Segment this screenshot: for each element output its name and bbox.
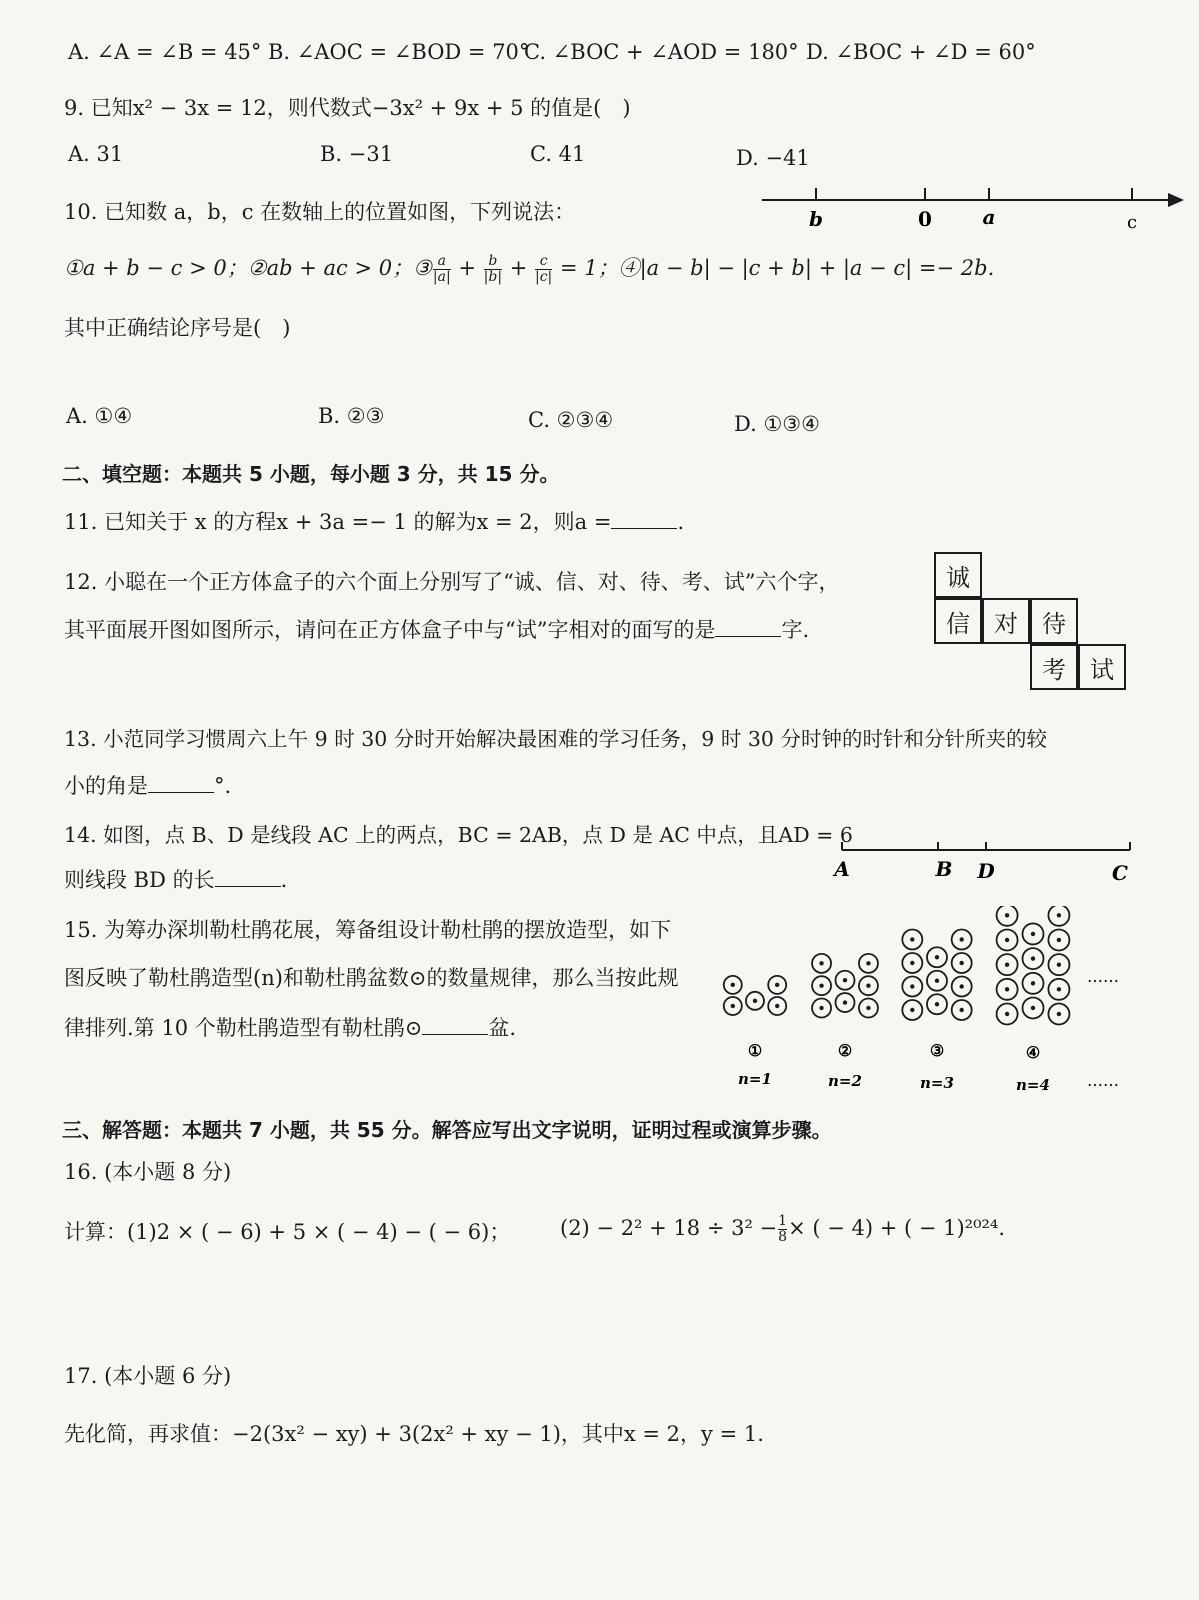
q10-number-line (760, 178, 1190, 238)
q9-option-b: B. −31 (320, 142, 394, 166)
q12-line1: 12. 小聪在一个正方体盒子的六个面上分别写了“诚、信、对、待、考、试”六个字， (64, 570, 840, 594)
figure-2-n: n=2 (828, 1072, 862, 1090)
q10-fraction-c (535, 254, 552, 285)
q13-line1: 13. 小范同学习惯周六上午 9 时 30 分时开始解决最困难的学习任务，9 时 30 分时钟的时针和分针所夹的较 (64, 727, 1047, 751)
answer-blank[interactable] (422, 1016, 488, 1035)
flower-pot-dot (775, 1004, 779, 1008)
q16-part1: 计算：(1)2 × ( − 6) + 5 × ( − 4) − ( − 6)； (64, 1220, 511, 1244)
q13-line2-before: 小的角是 (64, 774, 148, 798)
flower-pot-dot (935, 979, 939, 983)
q13-line2 (64, 770, 231, 800)
answer-blank[interactable] (215, 868, 281, 887)
q11-text-after: . (677, 510, 685, 534)
figure-4-n: n=4 (1016, 1076, 1050, 1094)
flower-pot-dot (935, 955, 939, 959)
q17-header: 17. (本小题 6 分) (64, 1364, 232, 1388)
q10-statements (64, 252, 994, 285)
q14-segment-diagram (830, 836, 1140, 890)
flower-pot-dot (1031, 932, 1035, 936)
q10-option-b: B. ②③ (318, 404, 385, 428)
flower-pot-dot (731, 1004, 735, 1008)
figure-2-number: ② (837, 1041, 853, 1060)
net-face-6: 试 (1078, 644, 1126, 690)
axis-label-c: c (1126, 212, 1138, 233)
net-face-3: 对 (982, 598, 1030, 644)
q12-line2-after: 字. (781, 618, 810, 642)
figure-4-number: ④ (1025, 1043, 1041, 1062)
answer-blank[interactable] (715, 618, 781, 637)
q11-text (64, 506, 684, 536)
q10-fraction-b (484, 254, 502, 285)
flower-pot-dot (1057, 913, 1061, 917)
flower-pot-dot (1005, 938, 1009, 942)
q15-line1: 15. 为筹办深圳勒杜鹃花展，筹备组设计勒杜鹃的摆放造型，如下 (64, 918, 672, 942)
q16-part2 (560, 1214, 1005, 1245)
q15-line2: 图反映了勒杜鹃造型(n)和勒杜鹃盆数⊙的数量规律，那么当按此规 (64, 966, 679, 990)
flower-pot-dot (866, 983, 870, 987)
q11-text-before: 11. 已知关于 x 的方程x + 3a =− 1 的解为x = 2，则a = (64, 510, 612, 534)
q16-part2-after: × ( − 4) + ( − 1)²⁰²⁴. (788, 1216, 1006, 1240)
q12-line2 (64, 614, 809, 644)
axis-label-a: a (982, 205, 996, 229)
answer-blank[interactable] (148, 774, 214, 793)
flower-pot-dot (1031, 981, 1035, 985)
flower-pot-dot (843, 978, 847, 982)
flower-pot-dot (753, 999, 757, 1003)
q12-line2-before: 其平面展开图如图所示，请问在正方体盒子中与“试”字相对的面写的是 (64, 618, 716, 642)
section-3-heading: 三、解答题：本题共 7 小题，共 55 分。解答应写出文字说明，证明过程或演算步骤。 (62, 1118, 832, 1142)
answer-blank[interactable] (611, 510, 677, 529)
flower-pot-dot (910, 1008, 914, 1012)
q10-statement-part1: ①a + b − c > 0；②ab + ac > 0；③ (64, 256, 432, 280)
flower-pot-dot (959, 961, 963, 965)
flower-pot-dot (1031, 956, 1035, 960)
flower-pot-dot (1031, 1006, 1035, 1010)
q10-option-c: C. ②③④ (528, 408, 614, 432)
q10-option-a: A. ①④ (66, 404, 133, 428)
net-face-4: 待 (1030, 598, 1078, 644)
q8-option-b: B. ∠AOC = ∠BOD = 70° (268, 40, 530, 64)
q16-fraction (778, 1214, 787, 1245)
q13-line2-after: °. (214, 774, 232, 798)
pattern-ellipsis: …… (1087, 967, 1119, 986)
q10-prompt: 其中正确结论序号是( ) (64, 316, 291, 340)
q15-line3-before: 律排列.第 10 个勒杜鹃造型有勒杜鹃⊙ (64, 1016, 423, 1040)
flower-pot-dot (959, 1008, 963, 1012)
flower-pot-dot (1005, 987, 1009, 991)
q10-statement-part2: = 1；④|a − b| − |c + b| + |a − c| =− 2b. (553, 256, 995, 280)
point-label-c: C (1112, 861, 1128, 885)
net-face-1: 诚 (934, 552, 982, 598)
flower-pot-dot (866, 1006, 870, 1010)
point-label-b: B (935, 857, 953, 881)
flower-pot-dot (819, 961, 823, 965)
q16-header: 16. (本小题 8 分) (64, 1160, 232, 1184)
q9-option-d: D. −41 (736, 146, 810, 170)
q8-option-a: A. ∠A = ∠B = 45° (68, 40, 262, 64)
q15-flower-pattern (715, 906, 1125, 1106)
q14-line2-before: 则线段 BD 的长 (64, 868, 215, 892)
point-label-d: D (977, 859, 995, 883)
flower-pot-dot (935, 1002, 939, 1006)
q16-part2-before: (2) − 2² + 18 ÷ 3² − (560, 1216, 778, 1240)
q8-option-c: C. ∠BOC + ∠AOD = 180° (524, 40, 799, 64)
figure-3-number: ③ (929, 1041, 945, 1060)
flower-pot-dot (959, 937, 963, 941)
q8-option-d: D. ∠BOC + ∠D = 60° (806, 40, 1036, 64)
flower-pot-dot (959, 984, 963, 988)
flower-pot-dot (910, 984, 914, 988)
fraction-denominator: |b| (483, 269, 503, 285)
fraction-numerator: a (437, 253, 446, 269)
flower-pot-dot (775, 983, 779, 987)
flower-pot-dot (1057, 1012, 1061, 1016)
q15-line3 (64, 1012, 516, 1042)
q15-line3-after: 盆. (488, 1016, 517, 1040)
axis-label-b: b (809, 207, 823, 231)
flower-pot-dot (1057, 938, 1061, 942)
fraction-numerator: 1 (778, 1213, 788, 1229)
axis-label-0: 0 (918, 207, 932, 231)
q10-text: 10. 已知数 a，b，c 在数轴上的位置如图，下列说法： (64, 200, 576, 224)
plus-sign: + (503, 256, 534, 280)
flower-pot-group (724, 906, 1070, 1025)
flower-pot-dot (819, 983, 823, 987)
section-2-heading: 二、填空题：本题共 5 小题，每小题 3 分，共 15 分。 (62, 462, 560, 486)
fraction-denominator: 8 (778, 1229, 788, 1245)
flower-pot-dot (910, 937, 914, 941)
q14-line2-after: . (280, 868, 288, 892)
flower-pot-dot (1057, 987, 1061, 991)
point-label-a: A (834, 857, 850, 881)
flower-pot-dot (819, 1006, 823, 1010)
fraction-numerator: b (488, 253, 498, 269)
label-ellipsis: …… (1087, 1071, 1119, 1090)
flower-pot-dot (843, 1000, 847, 1004)
figure-3-n: n=3 (920, 1074, 954, 1092)
q10-fraction-a (433, 254, 451, 285)
flower-pot-dot (731, 983, 735, 987)
q10-option-d: D. ①③④ (734, 412, 820, 436)
q14-line2 (64, 864, 287, 894)
fraction-denominator: |c| (535, 269, 553, 285)
figure-1-number: ① (747, 1041, 763, 1060)
net-face-5: 考 (1030, 644, 1078, 690)
net-face-2: 信 (934, 598, 982, 644)
plus-sign: + (451, 256, 483, 280)
flower-pot-dot (866, 961, 870, 965)
q9-option-a: A. 31 (68, 142, 124, 166)
fraction-denominator: |a| (432, 269, 451, 285)
flower-pot-dot (1005, 962, 1009, 966)
q9-text: 9. 已知x² − 3x = 12，则代数式−3x² + 9x + 5 的值是( ) (64, 96, 631, 120)
flower-pot-dot (910, 961, 914, 965)
q17-text: 先化简，再求值：−2(3x² − xy) + 3(2x² + xy − 1)，其中x = 2，y = 1. (64, 1422, 764, 1446)
figure-1-n: n=1 (738, 1070, 772, 1088)
cube-net (934, 552, 1140, 702)
fraction-numerator: c (539, 253, 548, 269)
q9-option-c: C. 41 (530, 142, 586, 166)
flower-pot-dot (1057, 962, 1061, 966)
flower-pot-dot (1005, 1012, 1009, 1016)
flower-pot-dot (1005, 913, 1009, 917)
q14-line1: 14. 如图，点 B、D 是线段 AC 上的两点，BC = 2AB，点 D 是 AC 中点，且AD = 6 (64, 823, 853, 847)
